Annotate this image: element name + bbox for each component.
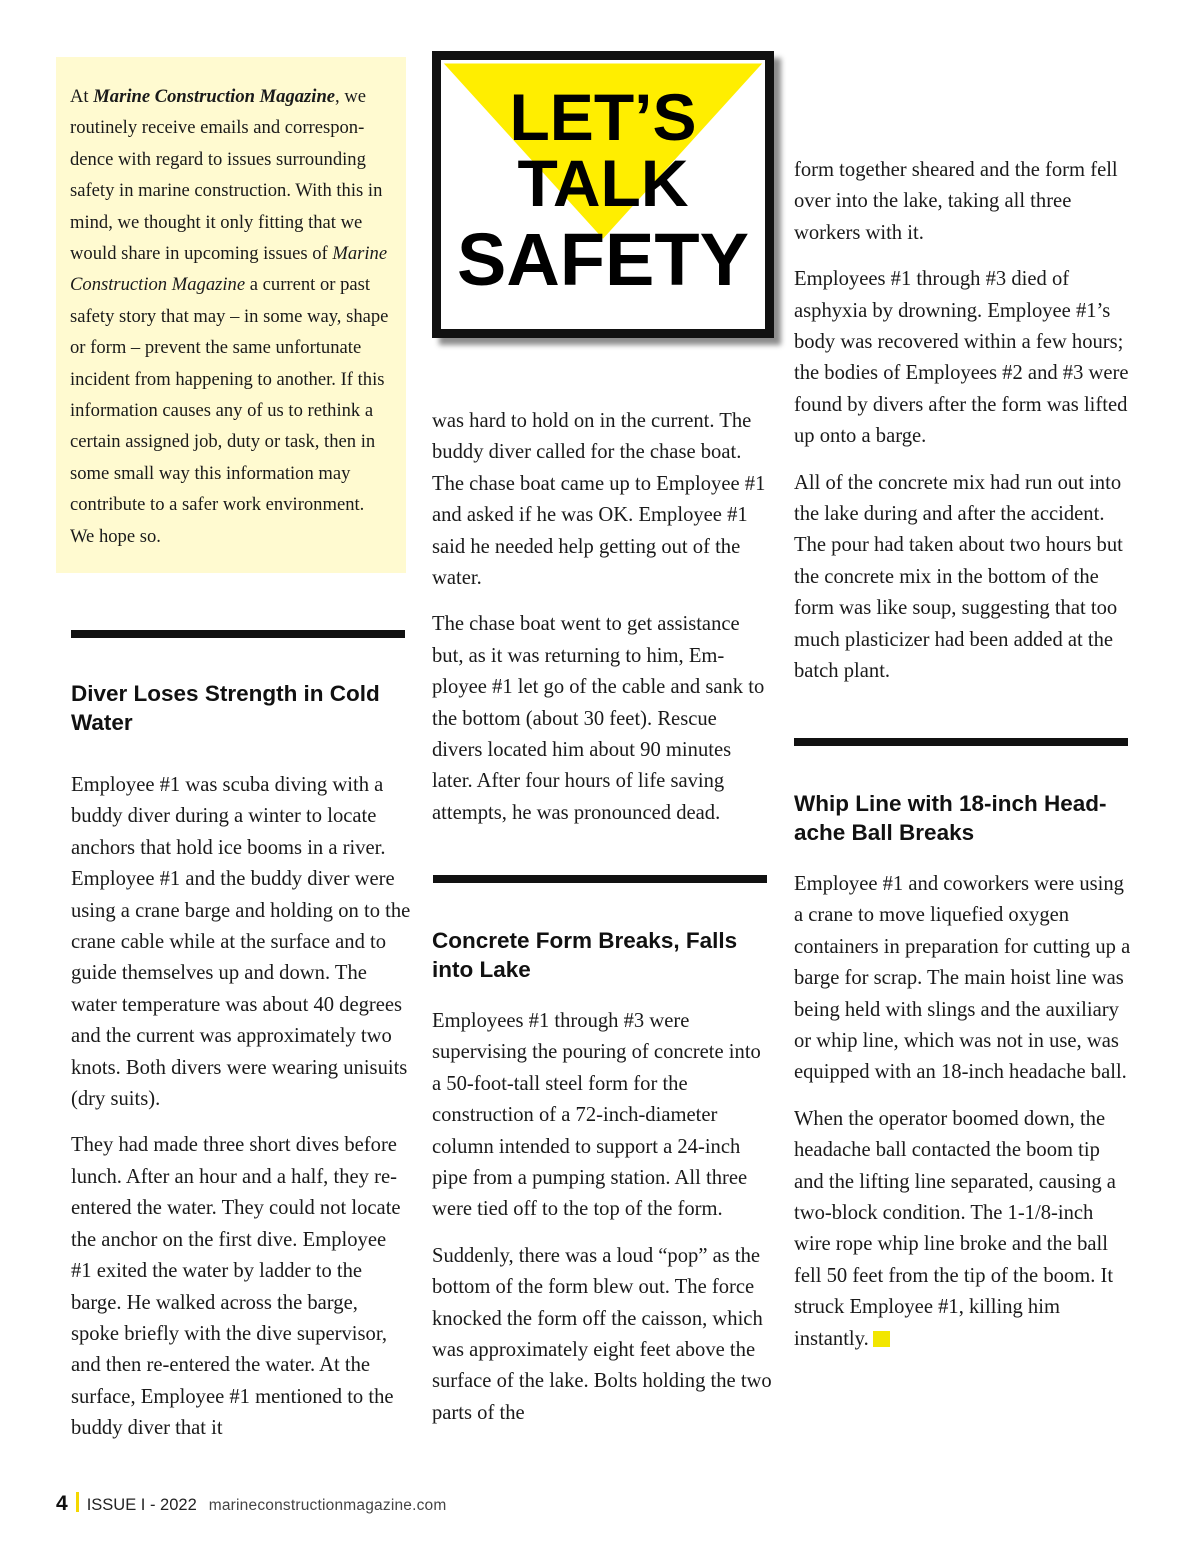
section-divider [794, 738, 1128, 746]
article-body-concrete-col2 [432, 1006, 772, 1444]
intro-text-3: a current or past safety story that may – in some way, shape or form – prevent the same unfortunate incident from happening to another. If this information causes any of us to rethink a certain assigned job, duty or task, then in some small way this information may contribute to a safer work environment. We hope so. [70, 274, 389, 547]
paragraph: Employees #1 through #3 were supervising the pouring of concrete into a 50-foot-tall steel form for the construction of a 72-inch-diameter column intended to support a 24-inch pipe from a pumping station. All three were tied off to the top of the form. [432, 1010, 761, 1221]
intro-text-2: , we routinely receive emails and correspondence with regard to issues surrounding safety in marine construction. With this in mind, we thought it only fitting that we would share in upcoming issues of [70, 86, 383, 265]
article-heading-whip: Whip Line with 18-inch Headache Ball Breaks [794, 791, 1107, 845]
paragraph: Employee #1 and coworkers were using a crane to move liquefied oxygen containers in preparation for cutting up a barge for scrap. The main hoist line was being held with slings and the auxiliary or whip line, which was not in use, was equipped with an 18-inch headache ball. [794, 873, 1131, 1084]
magazine-name: Marine Construction Magazine [70, 243, 388, 296]
article-body-diver-col2 [432, 406, 772, 844]
article-heading-concrete: Concrete Form Breaks, Falls into Lake [432, 928, 738, 982]
paragraph: The chase boat went to get assistance but, as it was returning to him, Employee #1 let go of the cable and sank to the bottom (about 30 feet). Rescue divers located him about 90 minutes later. After four hours of life saving attempts, he was pronounced dead. [432, 613, 765, 824]
paragraph [794, 1104, 1134, 1355]
paragraph: form together sheared and the form fell over into the lake, taking all three workers with it. [794, 159, 1118, 244]
footer-divider [76, 1492, 79, 1512]
article-body-diver-col1 [71, 770, 411, 1460]
magazine-name: Marine Construction Magazine [93, 86, 336, 107]
page-footer [56, 1490, 447, 1514]
intro-box [56, 57, 406, 573]
intro-text [70, 81, 392, 552]
page-number: 4 [56, 1492, 68, 1515]
intro-text-1: At [70, 86, 94, 107]
paragraph: Employees #1 through #3 died of asphyxia by drowning. Employee #1’s body was recovered within a few hours; the bodies of Employees #2 and #3 were found by divers after the form was lifted up onto a barge. [794, 268, 1129, 448]
paragraph-text: When the operator boomed down, the headache ball contacted the boom tip and the lifting line separated, causing a two-block condition. The 1-1/8-inch wire rope whip line broke and the ball fell 50 feet from the tip of the boom. It struck Employee #1, killing him instantly. [794, 1107, 1116, 1350]
paragraph: Employee #1 was scuba diving with a buddy diver during a winter to locate anchors that hold ice booms in a river. Employee #1 and the buddy diver were using a crane barge and holding on to the crane cable while at the surface and to guide themselves up and down. The water temperature was about 40 degrees and the current was approximately two knots. Both divers were wearing unisuits (dry suits). [71, 774, 411, 1111]
lets-talk-safety-logo [432, 51, 774, 338]
logo-line-1: LET’S [509, 80, 697, 154]
paragraph: They had made three short dives before lunch. After an hour and a half, they re-entered the water. They could not locate the anchor on the first dive. Employee #1 exited the water by ladder to the barge. He walked across the barge, spoke briefly with the dive supervisor, and then re-entered the water. At the surface, Employee #1 mentioned to the buddy diver that it [71, 1134, 401, 1440]
logo-line-3: SAFETY [457, 218, 749, 301]
section-divider [71, 630, 405, 638]
article-heading-diver: Diver Loses Strength in Cold Water [71, 681, 380, 735]
paragraph: Suddenly, there was a loud “pop” as the bottom of the form blew out. The force knocked the form off the caisson, which was approximately eight feet above the surface of the lake. Bolts holding the two parts of the [432, 1244, 772, 1424]
website-link[interactable]: marineconstructionmagazine.com [208, 1497, 447, 1514]
article-body-whip [794, 869, 1134, 1370]
section-divider [433, 875, 767, 883]
end-mark-icon [873, 1331, 890, 1347]
paragraph: All of the concrete mix had run out into the lake during and after the accident. The pour had taken about two hours but the concrete mix in the bottom of the form was like soup, suggesting that too much plasticizer had been added at the batch plant. [794, 471, 1123, 683]
issue-label: ISSUE I - 2022 [86, 1496, 197, 1514]
article-body-concrete-col3 [794, 155, 1134, 703]
paragraph: was hard to hold on in the current. The buddy diver called for the chase boat. The chase boat came up to Employee #1 and asked if he was OK. Employee #1 said he needed help getting out of the water. [432, 410, 766, 590]
logo-line-2: TALK [517, 146, 689, 220]
